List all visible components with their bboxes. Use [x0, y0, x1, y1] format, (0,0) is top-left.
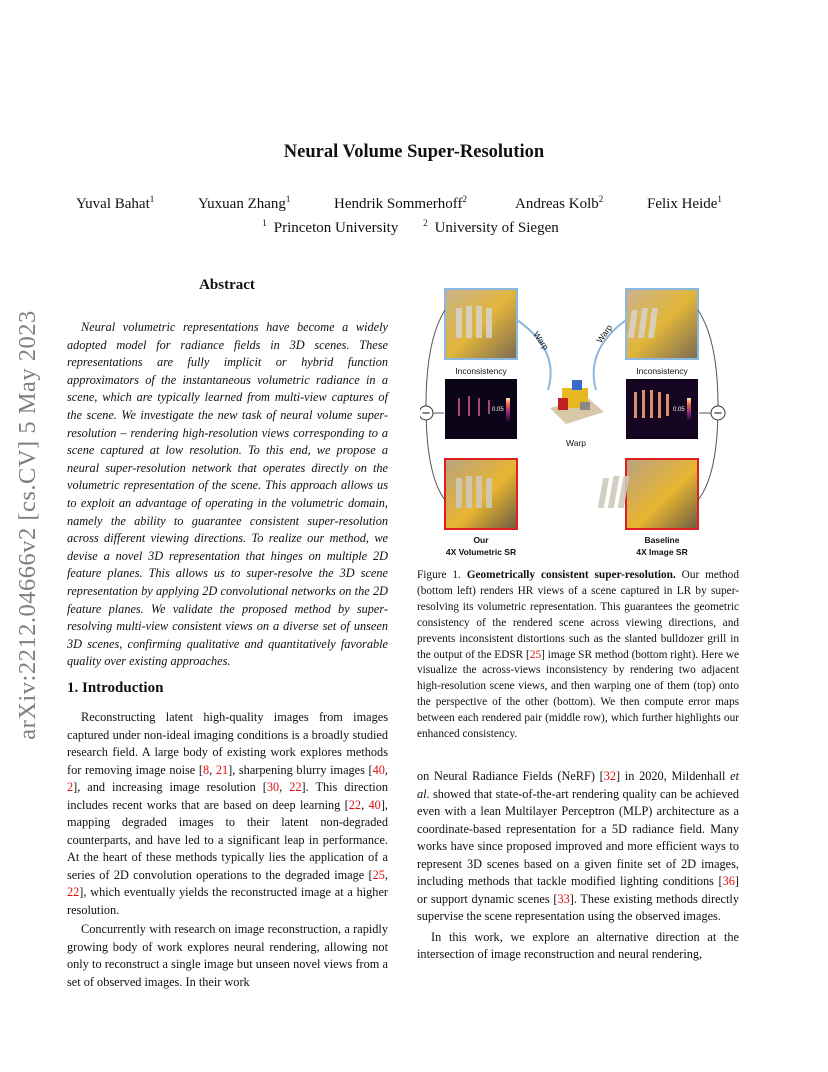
baseline-sublabel: 4X Image SR — [636, 547, 688, 557]
ours-label: Our — [473, 535, 489, 545]
minus-operator-left — [420, 310, 445, 500]
abstract-text: Neural volumetric representations have become a widely adopted model for radiance fields in 3D scenes. These representations are fully implicit or hybrid function approximators of the instantaneous volumetric radiance in a scene, which are typically learned from multi-view captures of the scene. We investigate the new task of neural volume super-resolution – rendering high-resolution views corresponding to a scene captured at low resolution. To this end, we propose a neural super-resolution network that operates directly on the volumetric representation of the scene. This approach allows us to exploit an advantage of operating in the volumetric domain, namely the ability to guarantee consistent super-resolution across different viewing directions. To realize our method, we devise a novel 3D representation that hinges on multiple 2D feature planes. This allows us to super-resolve the 3D scene representation by applying 2D convolutional networks on the 2D feature planes. We validate the proposed method by super-resolving multi-view consistent views on a diverse set of unseen 3D scenes, confirming qualitative and quantitatively favorable quality over existing approaches. — [67, 320, 388, 669]
citation-link[interactable]: 40 — [372, 762, 385, 777]
figure-caption: Figure 1. Geometrically consistent super-resolution. Our method (bottom left) renders HR views of a scene captured in LR by super-resolving its volumetric representation. This guarantees the geometric consistency of the rendered scene across viewing directions, and prevents inconsistent distortions such as the slanted bulldozer grill in the output of the EDSR [25] image SR method (bottom right). Here we visualize the across-views inconsistency by rendering two adjacent high-resolution scene views, and then warping one of them (top) onto the perspective of the other (bottom). We then compute error maps between each rendered pair (middle row), which further highlights our enhanced consistency. — [417, 569, 739, 741]
author: Felix Heide$^1$ — [647, 194, 722, 212]
author: Yuval Bahat$^1$ — [76, 194, 155, 212]
warp-label: Warp — [594, 322, 615, 345]
citation-link[interactable]: 22 — [348, 797, 362, 812]
section-heading-introduction: 1. Introduction — [67, 680, 164, 696]
citation-link[interactable]: 2 — [67, 780, 74, 794]
baseline-bottom-image — [598, 459, 698, 529]
warp-label: Warp — [566, 438, 586, 448]
citation-link[interactable]: 33 — [557, 891, 570, 906]
paper-title: Neural Volume Super-Resolution — [283, 142, 545, 162]
inconsistency-label: Inconsistency — [455, 366, 507, 376]
inconsistency-label: Inconsistency — [636, 366, 688, 376]
colorbar-label: 0.05 — [673, 407, 685, 413]
minus-operator-right — [698, 310, 725, 500]
baseline-label: Baseline — [644, 535, 680, 545]
citation-link[interactable]: 30 — [266, 780, 280, 794]
arxiv-identifier: arXiv:2212.04666v2 [cs.CV] 5 May 2023 — [14, 310, 41, 740]
citation-link[interactable]: 22 — [67, 885, 80, 899]
paragraph: Concurrently with research on image reconstruction, a rapidly growing body of work explores neural rendering, allowing not only to reconstruct a single image but unseen novel views from a set of observed images. In their work — [67, 922, 388, 989]
ours-bottom-image — [445, 459, 517, 529]
author: Andreas Kolb$^2$ — [515, 194, 604, 212]
colorbar-label: 0.05 — [492, 407, 504, 413]
citation-link[interactable]: 8 — [202, 762, 210, 777]
author-list — [0, 196, 828, 218]
citation-link[interactable]: 40 — [368, 797, 381, 812]
author: Hendrik Sommerhoff$^2$ — [334, 194, 467, 212]
baseline-top-image — [626, 289, 698, 359]
baseline-inconsistency-map — [626, 379, 698, 439]
ours-sublabel: 4X Volumetric SR — [445, 547, 517, 557]
affiliations — [0, 220, 828, 237]
affiliation: $^1$ Princeton University — [262, 218, 399, 236]
paragraph: on Neural Radiance Fields (NeRF) [32] in 2020, Mildenhall et al. showed that state-of-the-art rendering quality can be achieved even with a lean Multilayer Perceptron (MLP) architecture as a coordinate-based representation for a 5D radiance field. Many works have since proposed improved and more efficient ways to represent 3D scenes based on a given finite set of 2D images, including methods that tackle modified lighting conditions [36] or support dynamic scenes [33]. These existing methods directly supervise the scene representation using the observed images. — [417, 769, 739, 923]
author: Yuxuan Zhang$^1$ — [198, 194, 291, 212]
paragraph: In this work, we explore an alternative direction at the intersection of image reconstruction and neural rendering, — [417, 929, 739, 961]
citation-link[interactable]: 21 — [215, 762, 229, 777]
citation-link[interactable]: 22 — [289, 780, 302, 794]
abstract-heading: Abstract — [199, 277, 255, 293]
figure-1 — [420, 280, 742, 570]
introduction-text — [67, 709, 388, 993]
citation-link[interactable]: 36 — [722, 874, 735, 888]
affiliation: $^2$ University of Siegen — [423, 218, 559, 236]
citation-link[interactable]: 32 — [603, 769, 617, 783]
arxiv-sidebar — [8, 300, 48, 750]
right-column-text — [417, 768, 739, 967]
warp-arrow — [517, 320, 551, 390]
citation-link[interactable]: 25 — [529, 648, 542, 661]
citation-link[interactable]: 25 — [372, 867, 385, 882]
warp-label: Warp — [531, 329, 551, 352]
ours-inconsistency-map — [445, 379, 517, 439]
paragraph: Reconstructing latent high-quality images from images captured under non-ideal imaging conditions is a broadly studied research field. A large body of existing work explores methods for removing image noise [8, 21], sharpening blurry images [40, 2], and increasing image resolution [30, 22]. This direction includes recent works that are based on deep learning [22, 40], mapping degraded images to their latent non-degraded counterparts, and have led to a significant leap in performance. At the heart of these methods typically lies the application of a series of 2D convolution operations to the degraded image [25, 22], which eventually yields the reconstructed image at a higher resolution. — [67, 710, 388, 917]
ours-top-image — [445, 289, 517, 359]
